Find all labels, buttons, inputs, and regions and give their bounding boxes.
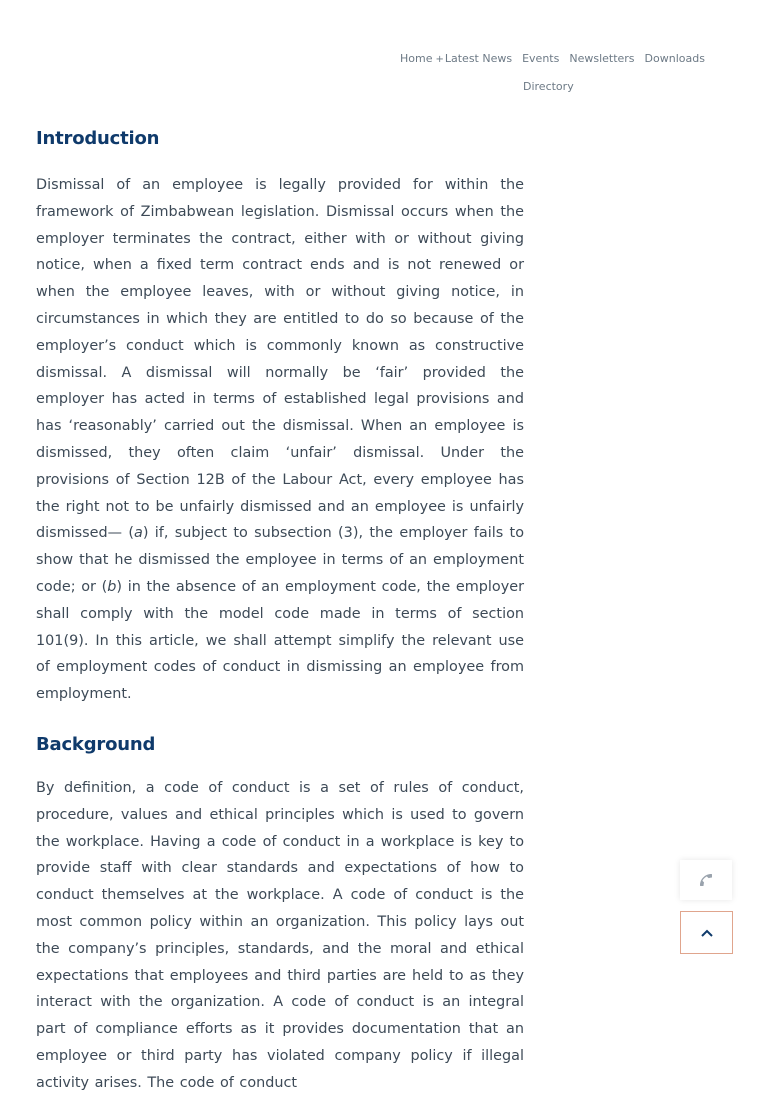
nav-link-latest-news[interactable]: Latest News <box>444 52 513 65</box>
introduction-paragraph <box>36 172 524 708</box>
background-paragraph: By definition, a code of conduct is a set of rules of conduct, procedure, values and ethical principles which is used to govern the workplace. Having a code of conduct in a workplace is key to provide staff with clear standards and expectations of how to conduct themselves at the workplace. A code of conduct is the most common policy within an organization. This policy lays out the company’s principles, standards, and the moral and ethical expectations that employees and third parties are held to as they interact with the organization. A code of conduct is an integral part of compliance efforts as it provides documentation that an employee or third party has violated company policy if illegal activity arises. The code of conduct <box>36 779 524 1091</box>
intro-mark-b: b <box>107 578 117 595</box>
phone-icon <box>698 872 714 888</box>
background-heading: Background <box>36 733 156 755</box>
nav-link-newsletters[interactable]: Newsletters <box>569 52 635 65</box>
nav-row <box>388 52 718 65</box>
nav-link-directory[interactable]: Directory <box>523 80 574 93</box>
nav-link-home[interactable] <box>400 52 444 65</box>
intro-text-part-3: ) in the absence of an employment code, the employer shall comply with the model code made in terms of section 101(9). In this article, we shall attempt simplify the relevant use of employment codes of conduct in dismissing an employee from employment. <box>36 578 524 703</box>
introduction-heading: Introduction <box>36 128 160 149</box>
top-navigation <box>388 52 718 93</box>
home-dropdown-icon: + <box>435 54 444 65</box>
nav-row <box>388 80 718 93</box>
intro-mark-a: a <box>134 525 143 542</box>
intro-text-part-2: ) if, subject to subsection (3), the employer fails to show that he dismissed the employee in terms of an employment code; or ( <box>36 525 524 595</box>
nav-link-home-label: Home <box>400 52 433 65</box>
scroll-to-top-button[interactable] <box>680 911 733 954</box>
nav-link-events[interactable]: Events <box>522 52 560 65</box>
nav-link-downloads[interactable]: Downloads <box>644 52 705 65</box>
call-button[interactable] <box>680 860 732 900</box>
intro-text-part-1: Dismissal of an employee is legally provided for within the framework of Zimbabwean legislation. Dismissal occurs when the employer terminates the contract, either with or without giving notice, when a fixed term contract ends and is not renewed or when the employee leaves, with or without giving notice, in circumstances in which they are entitled to do so because of the employer’s conduct which is commonly known as constructive dismissal. A dismissal will normally be ‘fair’ provided the employer has acted in terms of established legal provisions and has ‘reasonably’ carried out the dismissal. When an employee is dismissed, they often claim ‘unfair’ dismissal. Under the provisions of Section 12B of the Labour Act, every employee has the right not to be unfairly dismissed and an employee is unfairly dismissed— ( <box>36 177 524 542</box>
article-body <box>36 124 524 1097</box>
chevron-up-icon <box>700 928 714 938</box>
